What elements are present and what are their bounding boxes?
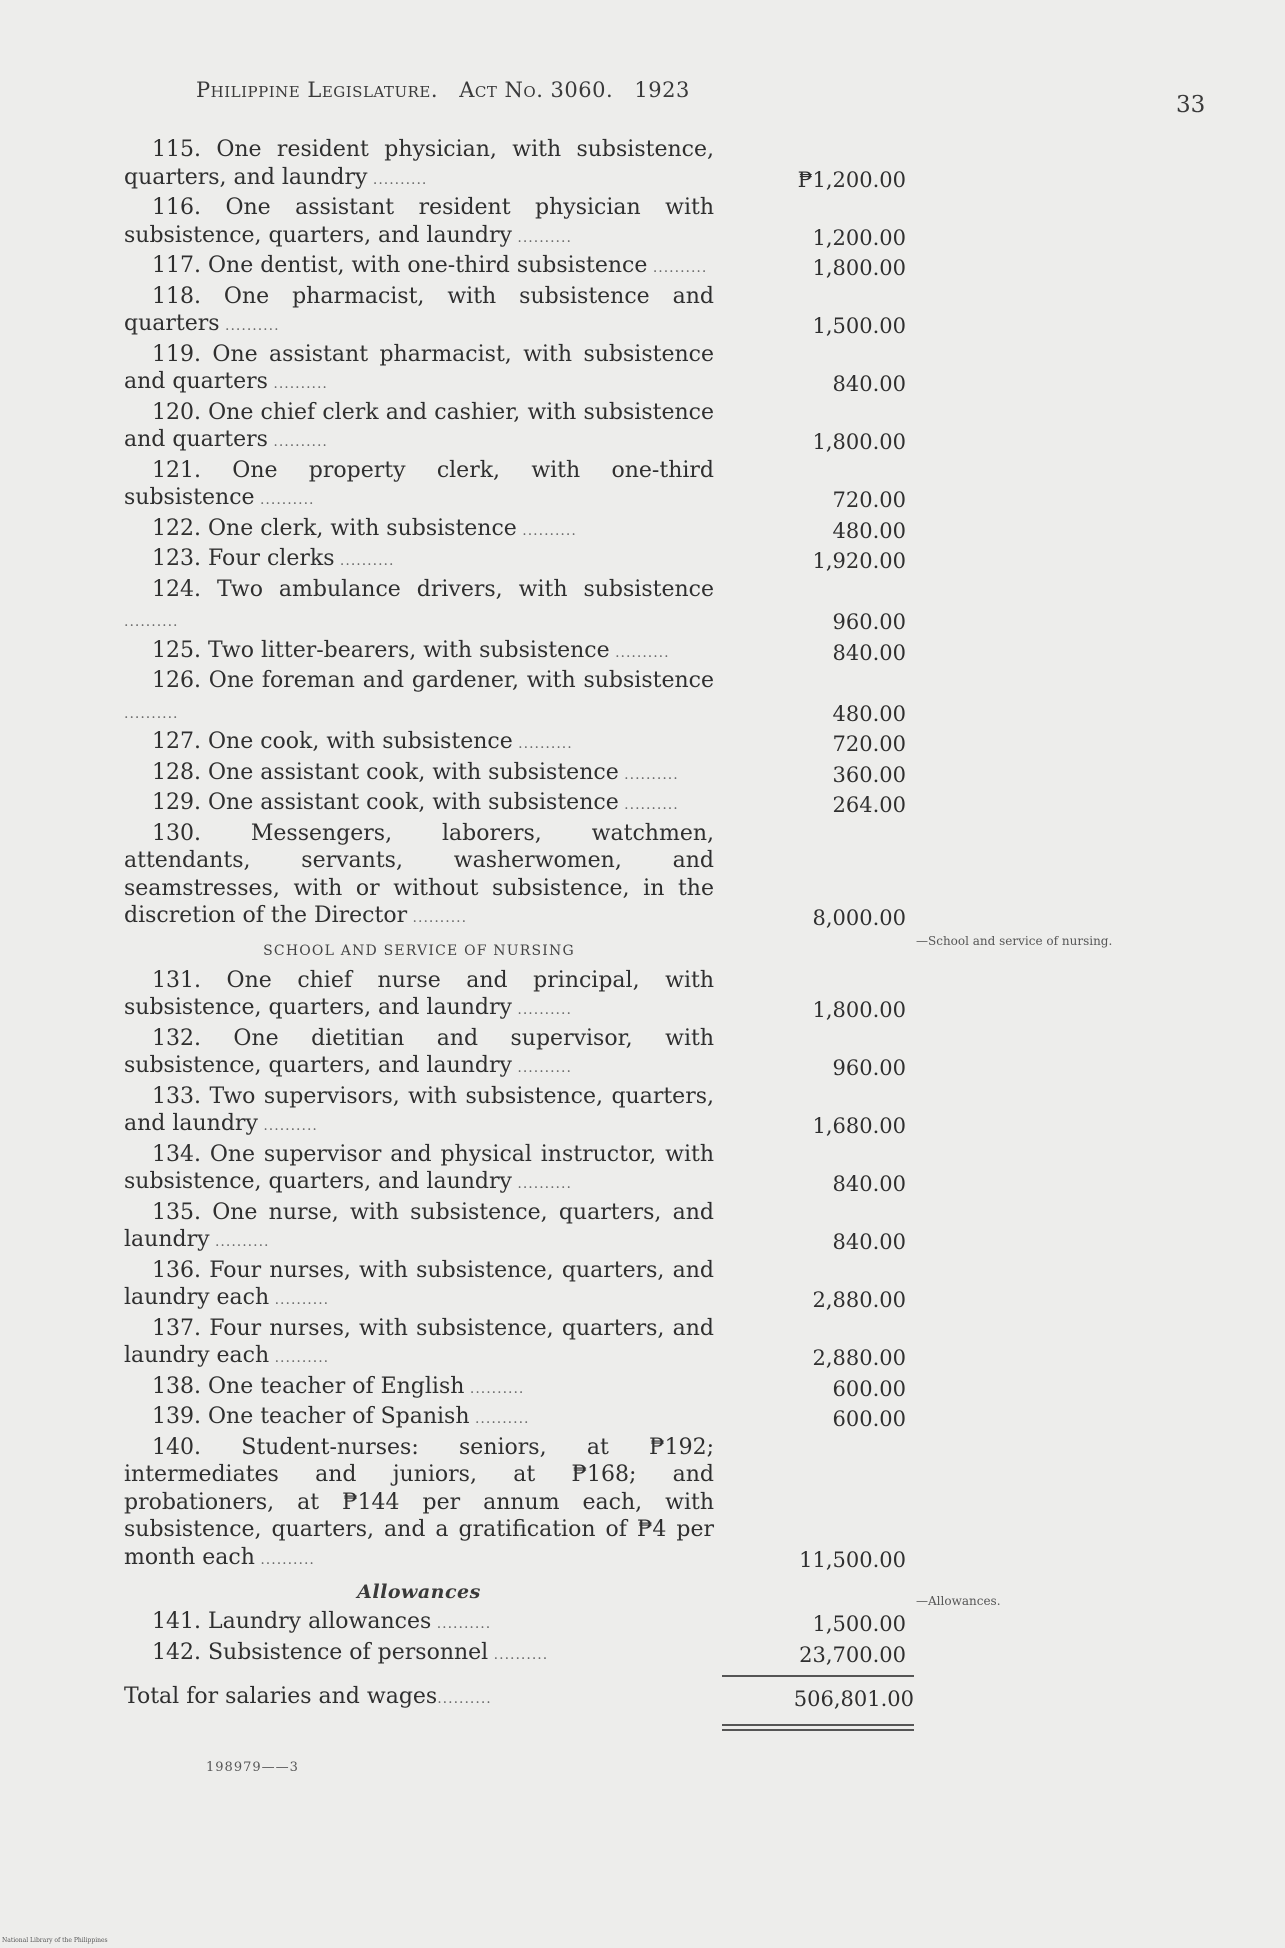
item-number: 138. xyxy=(152,1373,201,1399)
line-item: 122. One clerk, with subsistence .......... 480.00 xyxy=(124,515,914,546)
item-number: 123. xyxy=(152,546,201,571)
item-amount: 960.00 xyxy=(832,1056,906,1080)
running-header xyxy=(196,78,704,102)
line-item: 140. Student-nurses: seniors, at ₱192; intermediates and juniors, at ₱168; and probationers, at ₱144 per annum each, with subsistence, quarters, and a gratification of ₱4 per month each .......... 11,500.00 xyxy=(124,1434,914,1575)
total-block xyxy=(124,1675,914,1731)
header-act: Act No. 3060. xyxy=(459,78,614,102)
item-number: 124. xyxy=(152,576,201,602)
item-number: 117. xyxy=(152,253,201,278)
item-number: 139. xyxy=(152,1404,201,1429)
item-amount: 2,880.00 xyxy=(812,1288,906,1312)
item-amount: 720.00 xyxy=(832,488,906,512)
item-number: 120. xyxy=(152,399,201,425)
item-description: One dentist, with one-third subsistence xyxy=(207,253,648,278)
line-item: 119. One assistant pharmacist, with subsistence and quarters .......... 840.00 xyxy=(124,341,914,399)
item-number: 137. xyxy=(152,1315,201,1341)
item-number: 140. xyxy=(152,1434,201,1460)
margin-note-nursing: —School and service of nursing. xyxy=(916,934,1113,948)
total-rule xyxy=(722,1675,914,1677)
item-description: Two ambulance drivers, with subsistence xyxy=(216,576,715,602)
item-number: 133. xyxy=(152,1083,201,1109)
item-description: One dietitian and supervisor, with subsistence, quarters, and laundry xyxy=(124,1025,714,1078)
line-item: 142. Subsistence of personnel .......... 23,700.00 xyxy=(124,1639,914,1670)
item-number: 115. xyxy=(152,137,201,162)
line-item: 139. One teacher of Spanish .......... 600.00 xyxy=(124,1403,914,1434)
item-number: 127. xyxy=(152,729,201,754)
item-description: Four nurses, with subsistence, quarters, and laundry each xyxy=(124,1257,715,1310)
line-item: 123. Four clerks .......... 1,920.00 xyxy=(124,545,914,576)
entries-allowances xyxy=(124,1608,914,1669)
item-amount: 1,800.00 xyxy=(812,998,906,1022)
item-description: One assistant resident physician with subsistence, quarters, and laundry xyxy=(124,195,715,248)
section-heading-allowances: Allowances xyxy=(357,1581,481,1603)
section-heading-nursing: SCHOOL AND SERVICE OF NURSING xyxy=(263,942,575,959)
line-item: 116. One assistant resident physician with subsistence, quarters, and laundry .......... 1,200.00 xyxy=(124,194,914,252)
item-description: One clerk, with subsistence xyxy=(207,515,517,541)
item-number: 134. xyxy=(152,1141,201,1167)
item-number: 135. xyxy=(152,1199,201,1225)
item-amount: 1,920.00 xyxy=(812,549,906,573)
item-description: Student-nurses: seniors, at ₱192; intermediates and juniors, at ₱168; and probationers, at ₱144 per annum each, with subsistence, quarters, and a gratification of ₱4 per month each xyxy=(124,1434,714,1570)
item-number: 116. xyxy=(152,195,201,220)
item-number: 142. xyxy=(152,1639,201,1665)
item-amount: 840.00 xyxy=(832,372,906,396)
item-description: One nurse, with subsistence, quarters, and laundry xyxy=(124,1199,714,1252)
item-description: Two litter-bearers, with subsistence xyxy=(207,637,610,663)
item-amount: 480.00 xyxy=(832,518,906,543)
item-description: Two supervisors, with subsistence, quarters, and laundry xyxy=(124,1083,714,1136)
item-amount: 1,500.00 xyxy=(812,314,906,338)
item-description: One chief nurse and principal, with subsistence, quarters, and laundry xyxy=(124,967,714,1020)
item-description: One assistant cook, with subsistence xyxy=(207,759,619,785)
item-description: One chief clerk and cashier, with subsistence and quarters xyxy=(124,399,714,452)
line-item: 126. One foreman and gardener, with subsistence .......... 480.00 xyxy=(124,667,914,728)
item-description: One pharmacist, with subsistence and quarters xyxy=(124,283,714,336)
line-item: 129. One assistant cook, with subsistence .......... 264.00 xyxy=(124,789,914,820)
item-number: 126. xyxy=(152,668,201,693)
item-amount: 960.00 xyxy=(832,610,906,634)
item-description: One teacher of Spanish xyxy=(207,1404,470,1429)
item-description: One cook, with subsistence xyxy=(207,729,513,754)
item-description: One assistant cook, with subsistence xyxy=(207,790,619,815)
line-item: 117. One dentist, with one-third subsistence .......... 1,800.00 xyxy=(124,252,914,283)
item-description: Messengers, laborers, watchmen, attendants, servants, washerwomen, and seamstresses, with or without subsistence, in the discretion of the Director xyxy=(124,820,714,928)
item-description: Laundry allowances xyxy=(207,1609,432,1634)
item-amount: 840.00 xyxy=(832,1172,906,1196)
item-number: 119. xyxy=(152,341,201,367)
item-amount: 600.00 xyxy=(832,1407,906,1431)
line-item: 120. One chief clerk and cashier, with subsistence and quarters .......... 1,800.00 xyxy=(124,399,914,457)
item-amount: 360.00 xyxy=(832,762,906,787)
line-item: 138. One teacher of English .......... 600.00 xyxy=(124,1373,914,1404)
item-amount: 1,800.00 xyxy=(812,256,906,280)
item-amount: 480.00 xyxy=(832,701,906,726)
item-number: 118. xyxy=(152,283,201,309)
item-number: 136. xyxy=(152,1257,201,1283)
entries-nursing xyxy=(124,967,914,1575)
line-item: 118. One pharmacist, with subsistence and quarters .......... 1,500.00 xyxy=(124,283,914,341)
item-amount: 600.00 xyxy=(832,1376,906,1401)
line-item: 124. Two ambulance drivers, with subsistence .......... 960.00 xyxy=(124,576,914,637)
item-number: 128. xyxy=(152,759,201,785)
item-description: One foreman and gardener, with subsistence xyxy=(208,668,714,693)
footer-source: National Library of the Philippines xyxy=(2,1937,108,1944)
item-amount: 23,700.00 xyxy=(799,1642,906,1667)
line-item: 131. One chief nurse and principal, with subsistence, quarters, and laundry .......... 1,800.00 xyxy=(124,967,914,1025)
item-number: 132. xyxy=(152,1025,201,1051)
item-description: One teacher of English xyxy=(207,1373,465,1399)
line-item: 134. One supervisor and physical instructor, with subsistence, quarters, and laundry .......... 840.00 xyxy=(124,1141,914,1199)
item-number: 131. xyxy=(152,967,201,993)
line-item: 135. One nurse, with subsistence, quarters, and laundry .......... 840.00 xyxy=(124,1199,914,1257)
total-double-rule xyxy=(722,1724,914,1731)
item-amount: 720.00 xyxy=(832,732,906,756)
line-item: 121. One property clerk, with one-third subsistence .......... 720.00 xyxy=(124,457,914,515)
item-amount: 1,200.00 xyxy=(812,225,906,250)
header-year: 1923 xyxy=(634,78,690,102)
item-amount: 1,500.00 xyxy=(812,1612,906,1636)
item-amount: 1,680.00 xyxy=(812,1114,906,1138)
margin-note-allowances: —Allowances. xyxy=(916,1594,1001,1608)
item-description: One assistant pharmacist, with subsistence and quarters xyxy=(124,341,715,394)
item-amount: ₱1,200.00 xyxy=(797,167,906,192)
item-amount: 840.00 xyxy=(832,1230,906,1254)
item-amount: 264.00 xyxy=(832,793,906,817)
page-number: 33 xyxy=(1176,92,1206,118)
line-item: 137. Four nurses, with subsistence, quarters, and laundry each .......... 2,880.00 xyxy=(124,1315,914,1373)
total-label: Total for salaries and wages xyxy=(124,1684,438,1709)
item-amount: 8,000.00 xyxy=(812,906,906,930)
item-number: 122. xyxy=(152,515,201,541)
item-amount: 840.00 xyxy=(832,640,906,665)
item-description: One supervisor and physical instructor, with subsistence, quarters, and laundry xyxy=(124,1141,714,1194)
item-number: 121. xyxy=(152,457,201,483)
item-amount: 11,500.00 xyxy=(799,1547,906,1572)
item-number: 130. xyxy=(152,820,201,846)
item-number: 129. xyxy=(152,790,201,815)
item-description: Four clerks xyxy=(207,546,335,571)
item-number: 125. xyxy=(152,637,201,663)
line-item: 115. One resident physician, with subsistence, quarters, and laundry .......... ₱1,200.00 xyxy=(124,136,914,194)
appropriation-list xyxy=(124,136,914,1731)
entries-hospital xyxy=(124,136,914,933)
item-description: Four nurses, with subsistence, quarters, and laundry each xyxy=(124,1315,715,1368)
item-description: One resident physician, with subsistence, quarters, and laundry xyxy=(124,137,714,190)
line-item: 130. Messengers, laborers, watchmen, attendants, servants, washerwomen, and seamstresses, with or without subsistence, in the discretion of the Director .......... 8,000.00 xyxy=(124,820,914,933)
line-item: 133. Two supervisors, with subsistence, quarters, and laundry .......... 1,680.00 xyxy=(124,1083,914,1141)
line-item: 136. Four nurses, with subsistence, quarters, and laundry each .......... 2,880.00 xyxy=(124,1257,914,1315)
total-amount: 506,801.00 xyxy=(793,1687,914,1711)
total-row: Total for salaries and wages.......... 506,801.00 xyxy=(124,1683,914,1714)
item-number: 141. xyxy=(152,1609,201,1634)
item-amount: 1,800.00 xyxy=(812,430,906,454)
line-item: 141. Laundry allowances .......... 1,500.00 xyxy=(124,1608,914,1639)
footer-code: 198979——3 xyxy=(206,1760,299,1775)
line-item: 128. One assistant cook, with subsistence .......... 360.00 xyxy=(124,759,914,790)
header-title: Philippine Legislature. xyxy=(196,78,439,102)
line-item: 132. One dietitian and supervisor, with subsistence, quarters, and laundry .......... 960.00 xyxy=(124,1025,914,1083)
line-item: 127. One cook, with subsistence .......... 720.00 xyxy=(124,728,914,759)
item-amount: 2,880.00 xyxy=(812,1346,906,1370)
line-item: 125. Two litter-bearers, with subsistence .......... 840.00 xyxy=(124,637,914,668)
item-description: One property clerk, with one-third subsistence xyxy=(124,457,714,510)
item-description: Subsistence of personnel xyxy=(207,1639,489,1665)
